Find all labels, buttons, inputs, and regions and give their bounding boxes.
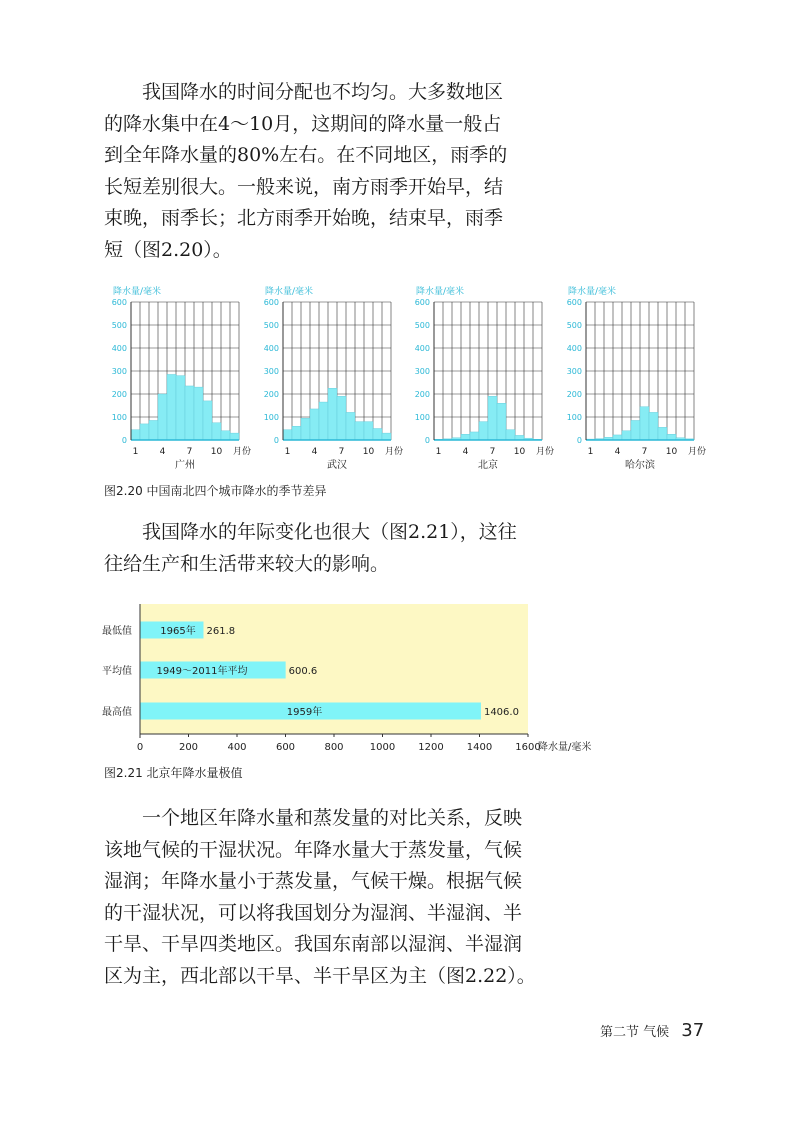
x-tick-label: 10	[665, 447, 678, 457]
x-axis-unit: 月份	[688, 447, 707, 457]
figure-2-20-charts	[100, 282, 720, 478]
x-tick-label: 4	[159, 447, 166, 457]
x-tick-label: 0	[136, 742, 144, 753]
bar-month-2	[292, 426, 301, 440]
bar-month-5	[167, 374, 176, 440]
text-line: 该地气候的干湿状况。年降水量大于蒸发量，气候	[104, 838, 523, 861]
y-tick-label: 500	[414, 321, 430, 330]
y-tick-label: 0	[576, 436, 582, 445]
x-axis-unit: 月份	[536, 447, 555, 457]
x-axis-label: 降水量/毫米	[538, 742, 592, 753]
y-tick-label: 400	[414, 344, 430, 353]
x-tick-label: 10	[210, 447, 223, 457]
text-line: 湿润；年降水量小于蒸发量，气候干燥。根据气候	[104, 870, 523, 892]
value-label: 600.6	[288, 666, 318, 677]
y-tick-label: 100	[263, 413, 279, 422]
category-label: 平均值	[102, 666, 132, 677]
text-line: 到全年降水量的80%左右。在不同地区，雨季的	[104, 144, 508, 166]
figure-2-21-caption: 图2.21 北京年降水量极值	[104, 766, 243, 780]
x-axis-unit: 月份	[233, 447, 252, 457]
x-tick-label: 400	[227, 742, 247, 753]
x-tick-label: 10	[362, 447, 375, 457]
y-axis-label: 降水量/毫米	[568, 287, 617, 297]
bar-month-7	[640, 407, 649, 440]
bar-month-7	[337, 396, 346, 440]
category-label: 最低值	[102, 626, 132, 637]
bar-month-7	[488, 396, 497, 440]
x-tick-label: 4	[614, 447, 621, 457]
bar-month-8	[194, 387, 203, 440]
y-tick-label: 300	[263, 367, 279, 376]
x-tick-label: 7	[641, 447, 648, 457]
bar-month-7	[185, 386, 194, 440]
y-tick-label: 300	[111, 367, 127, 376]
bar-month-4	[158, 394, 167, 440]
city-name: 广州	[175, 460, 195, 471]
section-title: 第二节 气候	[600, 1025, 670, 1040]
y-tick-label: 600	[263, 298, 279, 307]
category-label: 最高值	[102, 707, 132, 718]
page-footer	[600, 1020, 704, 1041]
bar-month-6	[176, 376, 185, 440]
bar-label: 1965年	[160, 626, 196, 637]
x-tick-label: 1	[132, 447, 139, 457]
x-tick-label: 7	[338, 447, 345, 457]
text-line: 往给生产和生活带来较大的影响。	[104, 552, 390, 575]
y-tick-label: 200	[414, 390, 430, 399]
y-axis-label: 降水量/毫米	[265, 287, 314, 297]
y-tick-label: 100	[566, 413, 582, 422]
y-tick-label: 400	[111, 344, 127, 353]
paragraph-dry-wet	[104, 803, 536, 992]
y-tick-label: 500	[263, 321, 279, 330]
city-chart-2	[264, 285, 403, 471]
bar-month-8	[649, 412, 658, 440]
y-tick-label: 600	[111, 298, 127, 307]
bar-month-8	[497, 403, 506, 440]
x-tick-label: 600	[275, 742, 296, 753]
city-chart-1	[112, 285, 251, 471]
x-tick-label: 4	[311, 447, 318, 457]
text-line: 束晚，雨季长；北方雨季开始晚，结束早，雨季	[104, 207, 504, 229]
bar-label: 1959年	[286, 707, 323, 718]
y-tick-label: 400	[263, 344, 279, 353]
bar-month-1	[283, 430, 292, 440]
bar-month-12	[382, 433, 391, 440]
y-tick-label: 200	[566, 390, 582, 399]
x-tick-label: 7	[186, 447, 193, 457]
text-line: 的干湿状况，可以将我国划分为湿润、半湿润、半	[104, 901, 523, 924]
value-label: 261.8	[206, 626, 236, 637]
y-tick-label: 600	[414, 298, 430, 307]
x-tick-label: 1	[284, 447, 291, 457]
y-tick-label: 300	[566, 367, 582, 376]
bar-month-4	[461, 434, 470, 440]
text-line: 的降水集中在4～10月，这期间的降水量一般占	[104, 112, 502, 135]
text-line: 长短差别很大。一般来说，南方雨季开始早，结	[104, 175, 504, 198]
y-tick-label: 500	[566, 321, 582, 330]
text-line: 干旱、干旱四类地区。我国东南部以湿润、半湿润	[104, 933, 523, 955]
y-tick-label: 400	[566, 344, 582, 353]
bar-month-10	[667, 434, 676, 440]
bar-month-5	[319, 402, 328, 440]
y-tick-label: 100	[111, 413, 127, 422]
bar-month-6	[479, 422, 488, 440]
y-tick-label: 0	[121, 436, 127, 445]
bar-month-3	[149, 420, 158, 440]
text-line: 短（图2.20）。	[104, 238, 232, 261]
bar-month-5	[622, 431, 631, 440]
x-tick-label: 800	[324, 742, 344, 753]
city-name: 北京	[478, 460, 498, 471]
figure-2-21-chart	[98, 600, 628, 760]
city-chart-3	[415, 285, 554, 471]
bar-month-9	[658, 427, 667, 440]
y-tick-label: 600	[566, 298, 582, 307]
paragraph-interannual	[104, 517, 524, 580]
bar-month-9	[203, 401, 212, 440]
bar-month-6	[631, 420, 640, 440]
bar-month-10	[212, 423, 221, 440]
bar-month-11	[221, 431, 230, 440]
bar-month-12	[230, 433, 239, 440]
x-tick-label: 4	[462, 447, 469, 457]
bar-month-11	[373, 429, 382, 441]
x-tick-label: 10	[513, 447, 526, 457]
bar-month-8	[346, 412, 355, 440]
y-tick-label: 200	[111, 390, 127, 399]
bar-label: 1949～2011年平均	[156, 666, 248, 677]
x-tick-label: 200	[178, 742, 199, 753]
x-tick-label: 7	[489, 447, 496, 457]
text-line: 区为主，西北部以干旱、半干旱区为主（图2.22）。	[104, 964, 536, 987]
city-chart-4	[567, 285, 706, 471]
y-tick-label: 300	[414, 367, 430, 376]
figure-2-20-caption: 图2.20 中国南北四个城市降水的季节差异	[104, 484, 327, 498]
y-tick-label: 100	[414, 413, 430, 422]
x-tick-label: 1400	[466, 742, 493, 753]
x-tick-label: 1	[587, 447, 594, 457]
city-name: 哈尔滨	[625, 460, 655, 471]
y-tick-label: 500	[111, 321, 127, 330]
x-tick-label: 1	[435, 447, 442, 457]
bar-month-5	[470, 432, 479, 440]
bar-month-1	[131, 430, 140, 440]
bar-month-9	[506, 430, 515, 440]
bar-month-3	[301, 418, 310, 440]
bar-month-10	[364, 422, 373, 440]
y-tick-label: 0	[424, 436, 430, 445]
page-number: 37	[681, 1020, 705, 1041]
y-tick-label: 200	[263, 390, 279, 399]
y-axis-label: 降水量/毫米	[113, 287, 162, 297]
x-tick-label: 1600	[515, 742, 541, 753]
city-name: 武汉	[327, 460, 347, 471]
y-axis-label: 降水量/毫米	[416, 287, 465, 297]
x-tick-label: 1000	[369, 742, 396, 753]
x-axis-unit: 月份	[385, 447, 404, 457]
text-line: 一个地区年降水量和蒸发量的对比关系，反映	[104, 807, 523, 829]
y-tick-label: 0	[273, 436, 279, 445]
bar-month-9	[355, 422, 364, 440]
bar-month-2	[140, 424, 149, 440]
paragraph-seasonal	[104, 77, 524, 266]
text-line: 我国降水的时间分配也不均匀。大多数地区	[104, 81, 504, 103]
bar-month-4	[310, 409, 319, 440]
text-line: 我国降水的年际变化也很大（图2.21），这往	[104, 521, 517, 543]
value-label: 1406.0	[483, 707, 519, 718]
bar-month-6	[328, 388, 337, 440]
x-tick-label: 1200	[418, 742, 444, 753]
